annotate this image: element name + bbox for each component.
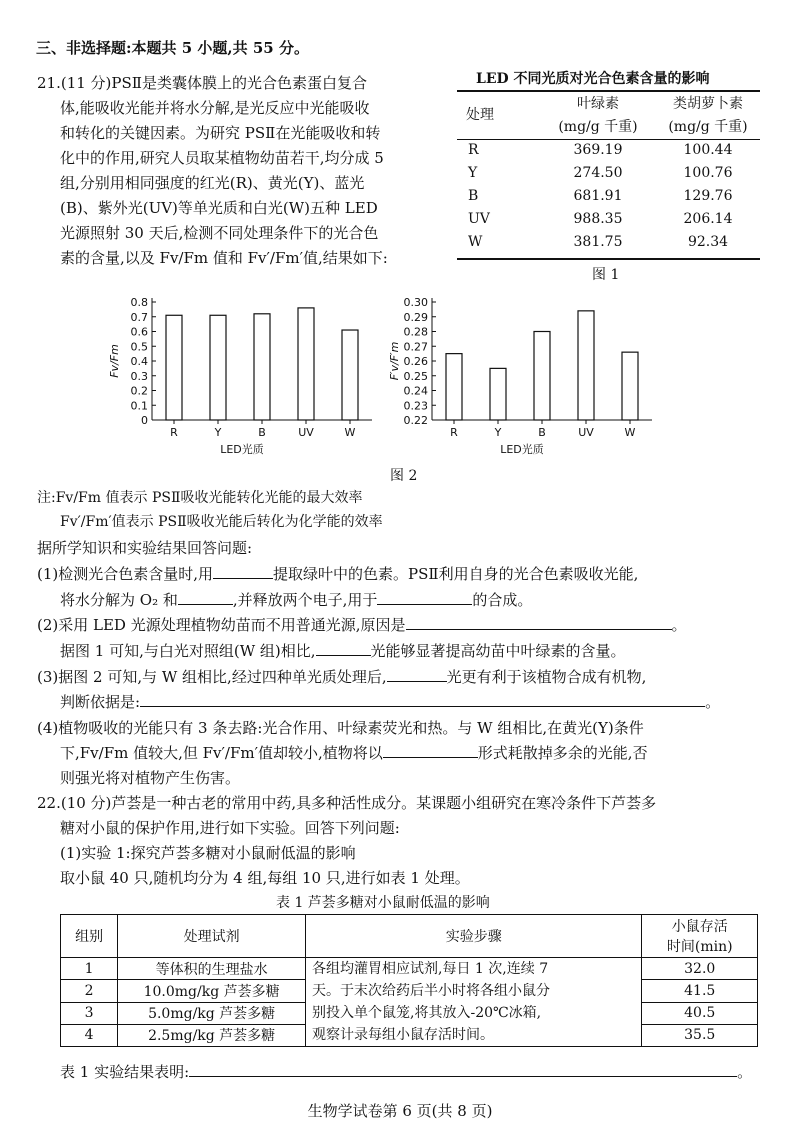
bar (166, 315, 182, 420)
table2-header-reagent: 处理试剂 (118, 915, 306, 958)
table2-steps-line: 各组均灌胃相应试剂,每日 1 次,连续 7 (312, 961, 549, 977)
y-axis-label: F′v/F′m (388, 341, 401, 381)
bar (622, 352, 638, 420)
table2-cell-survival: 40.5 (642, 1002, 758, 1024)
table2 (60, 914, 758, 1047)
q22-result-prompt: 表 1 实验结果表明: (60, 1063, 190, 1081)
q22-line1: 22.(10 分)芦荟是一种古老的常用中药,具多种活性成分。某课题小组研究在寒冷条件下芦荟多 (37, 794, 657, 812)
y-axis-label: Fv/Fm (108, 344, 121, 378)
table1-top-rule (457, 90, 760, 92)
table1-cell-car: 92.34 (687, 234, 729, 250)
y-tick-label: 0.22 (403, 414, 428, 427)
q21-sub2-text-d: 光能够显著提高幼苗中叶绿素的含量。 (370, 642, 626, 660)
table2-steps-line: 天。于末次给药后半小时将各组小鼠分 (312, 983, 551, 999)
q21-line: 和转化的关键因素。为研究 PSⅡ在光能吸收和转 (60, 124, 381, 142)
q21-sub3-text-a: (3)据图 2 可知,与 W 组相比,经过四种单光质处理后, (37, 668, 387, 686)
x-axis-label: LED光质 (220, 443, 264, 456)
q21-prompt: 据所学知识和实验结果回答问题: (37, 539, 253, 557)
table2-header-survival-2: 时间(min) (666, 939, 733, 955)
q21-sub2-line2 (60, 641, 626, 661)
table1-cell-treat: B (468, 188, 479, 204)
table1-cell-treat: Y (468, 165, 478, 181)
answer-blank[interactable] (383, 743, 478, 758)
q21-sub3-line2 (60, 692, 720, 712)
chart-fvfm-prime (380, 290, 680, 460)
page-footer: 生物学试卷第 6 页(共 8 页) (307, 1102, 493, 1120)
table2-cell-survival: 41.5 (642, 980, 758, 1002)
table1-mid-rule (457, 139, 760, 140)
answer-blank[interactable] (178, 590, 233, 605)
table2-header-survival-1: 小鼠存活 (671, 919, 728, 935)
q21-sub1-text-e: 的合成。 (472, 591, 533, 609)
answer-blank[interactable] (387, 667, 447, 682)
answer-blank[interactable] (377, 590, 472, 605)
bar (210, 315, 226, 420)
table1-cell-treat: R (468, 142, 479, 158)
table1-unit-chl: (mg/g 千重) (558, 119, 638, 135)
q21-sub4-text-c: 形式耗散掉多余的光能,否 (477, 744, 648, 762)
y-tick-label: 0.5 (130, 340, 148, 354)
note-line: 注:Fv/Fm 值表示 PSⅡ吸收光能转化光能的最大效率 (37, 490, 363, 506)
answer-blank[interactable] (213, 564, 273, 579)
q21-sub1-line1 (37, 564, 638, 584)
section-title: 三、非选择题:本题共 5 小题,共 55 分。 (36, 39, 309, 57)
x-tick-label: B (538, 426, 546, 439)
table1-cell-treat: UV (468, 211, 490, 227)
y-tick-label: 0.7 (130, 310, 148, 324)
q21-line: 化中的作用,研究人员取某植物幼苗若干,均分成 5 (60, 149, 384, 167)
q21-sub4-text-b: 下,Fv/Fm 值较大,但 Fv′/Fm′值却较小,植物将以 (60, 744, 383, 762)
y-tick-label: 0.30 (403, 296, 428, 309)
table2-cell-group: 3 (61, 1002, 118, 1024)
table2-cell-group: 4 (61, 1024, 118, 1046)
x-tick-label: R (170, 426, 178, 439)
table2-cell-group: 2 (61, 980, 118, 1002)
table2-steps-line: 别投入单个鼠笼,将其放入-20℃冰箱, (312, 1005, 542, 1021)
answer-blank[interactable] (189, 1062, 737, 1077)
table2-cell-reagent: 等体积的生理盐水 (118, 958, 306, 980)
q21-sub1-line2 (60, 590, 532, 610)
table2-cell-reagent: 10.0mg/kg 芦荟多糖 (118, 980, 306, 1002)
q21-sub2-text-a: (2)采用 LED 光源处理植物幼苗而不用普通光源,原因是 (37, 616, 406, 634)
bar (342, 330, 358, 420)
y-tick-label: 0.8 (130, 296, 148, 309)
y-tick-label: 0.29 (403, 310, 428, 324)
y-tick-label: 0.3 (130, 369, 148, 383)
x-tick-label: UV (578, 426, 594, 439)
table2-caption: 表 1 芦荟多糖对小鼠耐低温的影响 (276, 895, 490, 911)
answer-blank[interactable] (316, 641, 371, 656)
q21-line: 光源照射 30 天后,检测不同处理条件下的光合色 (60, 224, 379, 242)
table1-header-car: 类胡萝卜素 (673, 96, 743, 112)
q21-line: 素的含量,以及 Fv/Fm 值和 Fv′/Fm′值,结果如下: (60, 249, 388, 267)
table2-header-steps: 实验步骤 (306, 915, 642, 958)
table1-cell-car: 129.76 (683, 188, 733, 204)
q21-sub4-line1: (4)植物吸收的光能只有 3 条去路:光合作用、叶绿素荧光和热。与 W 组相比,在黄光(Y)条件 (37, 719, 644, 737)
bar (298, 308, 314, 420)
x-axis-label: LED光质 (500, 443, 544, 456)
q22-line4: 取小鼠 40 只,随机均分为 4 组,每组 10 只,进行如表 1 处理。 (60, 869, 470, 887)
q21-sub1-text-c: 将水分解为 O₂ 和 (60, 591, 178, 609)
table2-steps-line: 观察计录每组小鼠存活时间。 (312, 1027, 495, 1043)
q21-sub3-text-b: 光更有利于该植物合成有机物, (446, 668, 647, 686)
bar (534, 332, 550, 421)
q21-sub3-text-c: 判断依据是: (60, 693, 141, 711)
table1-bottom-rule (457, 258, 760, 260)
q21-sub4-line2 (60, 743, 648, 763)
q21-sub2-text-c: 据图 1 可知,与白光对照组(W 组)相比, (60, 642, 316, 660)
y-tick-label: 0.1 (130, 399, 148, 413)
q21-sub1-text-b: 提取绿叶中的色素。PSⅡ利用自身的光合色素吸收光能, (273, 565, 639, 583)
table1-header-treat: 处理 (466, 107, 494, 123)
y-tick-label: 0.4 (130, 355, 148, 368)
table1-header-chl: 叶绿素 (577, 96, 619, 112)
table1-cell-chl: 274.50 (573, 165, 623, 181)
table2-header-survival (642, 915, 758, 958)
table-row (61, 958, 758, 980)
table1-cell-chl: 681.91 (573, 188, 623, 204)
q21-sub2-end: 。 (671, 616, 687, 634)
table2-header-group: 组别 (61, 915, 118, 958)
q22-result-line (60, 1062, 752, 1082)
x-tick-label: UV (298, 426, 314, 439)
y-tick-label: 0.26 (403, 355, 428, 368)
q21-line: 21.(11 分)PSⅡ是类囊体膜上的光合色素蛋白复合 (37, 74, 367, 92)
x-tick-label: B (258, 426, 266, 439)
y-tick-label: 0.27 (403, 340, 428, 354)
q22-line2: 糖对小鼠的保护作用,进行如下实验。回答下列问题: (60, 819, 400, 837)
y-tick-label: 0.2 (130, 384, 148, 398)
table1-title: LED 不同光质对光合色素含量的影响 (476, 71, 710, 87)
q21-sub1-text-d: ,并释放两个电子,用于 (232, 591, 378, 609)
y-tick-label: 0.6 (130, 325, 148, 339)
q21-sub4-line3: 则强光将对植物产生伤害。 (60, 769, 241, 787)
table1-cell-chl: 369.19 (573, 142, 623, 158)
q21-sub2-line1 (37, 615, 687, 635)
table2-cell-reagent: 5.0mg/kg 芦荟多糖 (118, 1002, 306, 1024)
y-tick-label: 0.25 (403, 369, 428, 383)
table2-cell-steps (306, 958, 642, 1047)
table1-cell-car: 100.44 (683, 142, 733, 158)
chart-fvfm (100, 290, 400, 460)
q21-sub3-end: 。 (705, 693, 721, 711)
table1-cell-chl: 988.35 (573, 211, 623, 227)
table1-cell-chl: 381.75 (573, 234, 623, 250)
y-tick-label: 0.28 (403, 325, 428, 339)
y-tick-label: 0.24 (403, 384, 428, 398)
x-tick-label: R (450, 426, 458, 439)
table1-cell-treat: W (468, 234, 483, 250)
q22-result-end: 。 (737, 1063, 753, 1081)
note-line: Fv′/Fm′值表示 PSⅡ吸收光能后转化为化学能的效率 (60, 514, 383, 530)
x-tick-label: Y (494, 426, 502, 439)
table2-header-row (61, 915, 758, 958)
x-tick-label: W (624, 426, 636, 439)
answer-blank[interactable] (140, 692, 705, 707)
bar (254, 314, 270, 420)
bar (446, 354, 462, 420)
table2-cell-survival: 35.5 (642, 1024, 758, 1046)
table2-cell-survival: 32.0 (642, 958, 758, 980)
table2-cell-reagent: 2.5mg/kg 芦荟多糖 (118, 1024, 306, 1046)
q21-sub3-line1 (37, 667, 646, 687)
q21-line: 组,分别用相同强度的红光(R)、黄光(Y)、蓝光 (60, 174, 365, 192)
y-tick-label: 0.23 (403, 399, 428, 413)
bar (490, 368, 506, 420)
table1-unit-car: (mg/g 千重) (668, 119, 748, 135)
figure1-caption: 图 1 (592, 267, 620, 283)
table2-cell-group: 1 (61, 958, 118, 980)
q22-line3: (1)实验 1:探究芦荟多糖对小鼠耐低温的影响 (60, 844, 356, 862)
figure2-caption: 图 2 (390, 468, 418, 484)
q21-line: 体,能吸收光能并将水分解,是光反应中光能吸收 (60, 99, 370, 117)
table1-cell-car: 206.14 (683, 211, 733, 227)
q21-sub1-text-a: (1)检测光合色素含量时,用 (37, 565, 214, 583)
y-tick-label: 0 (141, 414, 148, 427)
q21-line: (B)、紫外光(UV)等单光质和白光(W)五种 LED (60, 199, 378, 217)
table1-cell-car: 100.76 (683, 165, 733, 181)
x-tick-label: Y (214, 426, 222, 439)
bar (578, 311, 594, 420)
answer-blank[interactable] (406, 615, 672, 630)
x-tick-label: W (344, 426, 356, 439)
